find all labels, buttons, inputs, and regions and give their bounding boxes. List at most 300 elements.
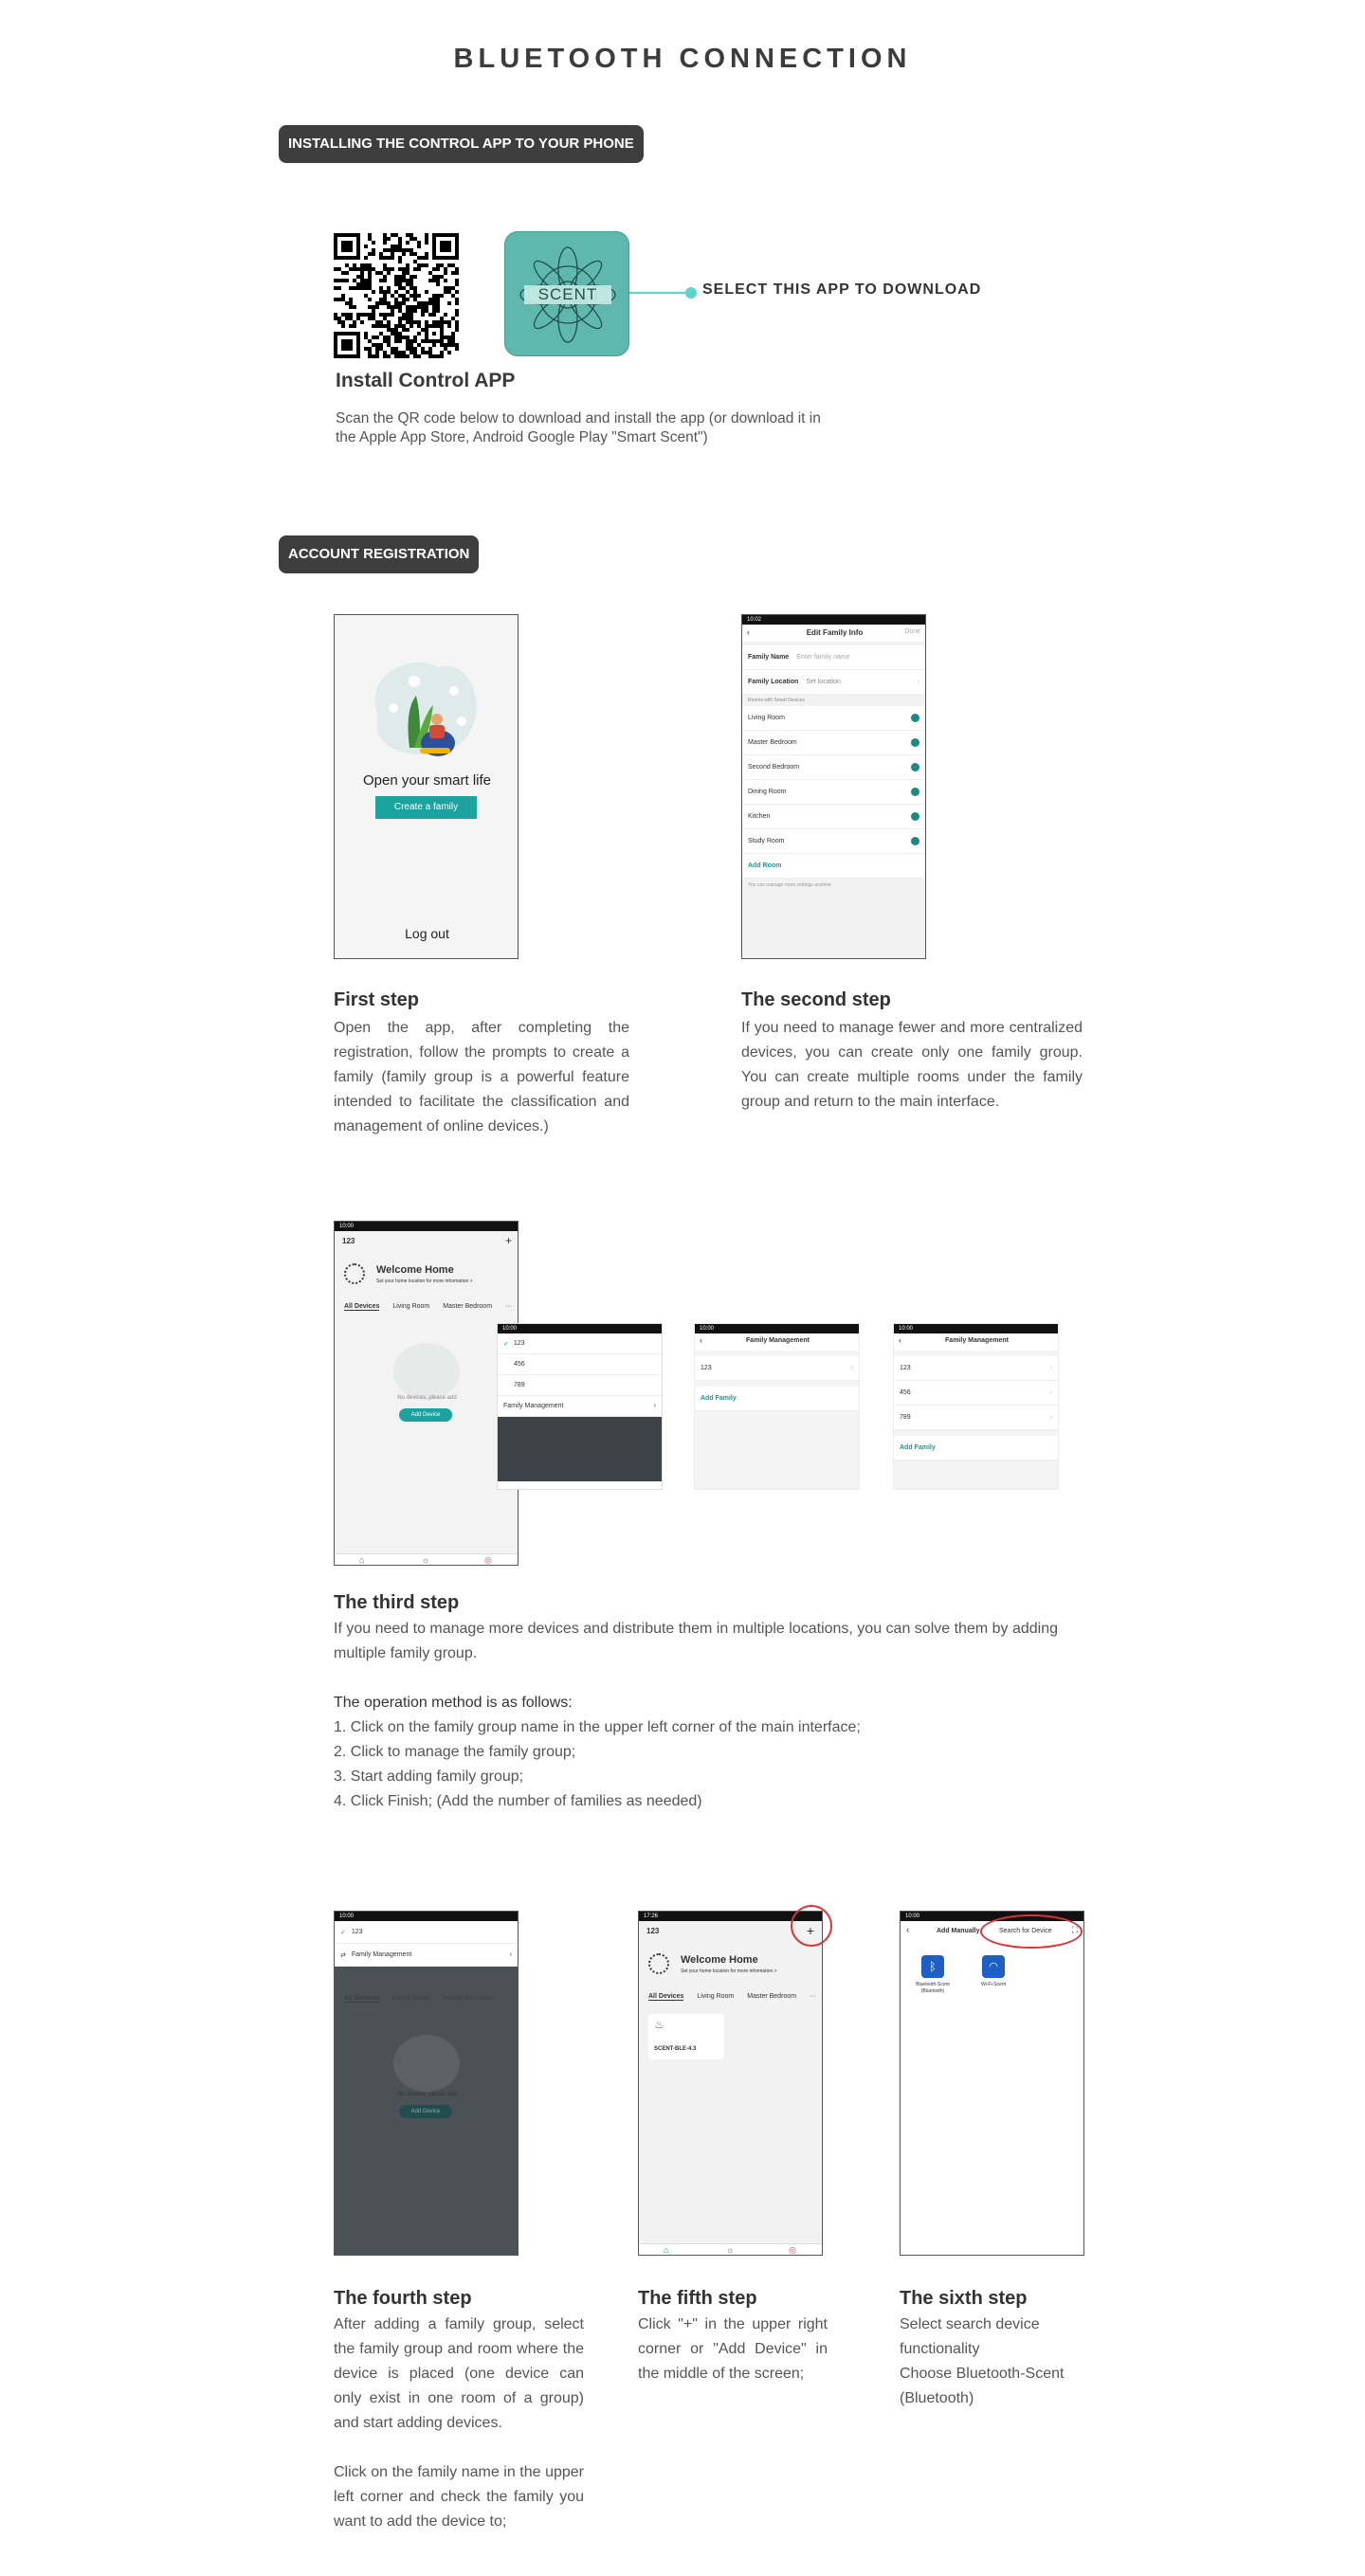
smart-life-illustration: [367, 653, 486, 767]
welcome-subtitle: Set your home location for more information >: [681, 1968, 777, 1974]
qr-module: [455, 298, 459, 301]
qr-module: [349, 317, 353, 320]
qr-module: [398, 301, 402, 305]
family-option[interactable]: [498, 1375, 662, 1396]
screenshot-edit-family-info: [741, 614, 926, 959]
qr-module: [398, 317, 402, 320]
family-option[interactable]: 123: [351, 1929, 363, 1935]
room-check-icon[interactable]: [911, 738, 919, 747]
qr-module: [440, 351, 444, 354]
qr-module: [398, 275, 402, 279]
qr-module: [406, 263, 410, 267]
plus-icon[interactable]: +: [504, 1234, 512, 1247]
qr-module: [406, 298, 410, 301]
qr-module: [349, 301, 353, 305]
qr-module: [421, 347, 425, 351]
wifi-device-label: Wi-Fi-Scent: [980, 1982, 1007, 1987]
family-row[interactable]: [894, 1381, 1058, 1406]
qr-module: [368, 286, 372, 290]
qr-module: [383, 248, 387, 252]
room-name: Master Bedroom: [748, 739, 797, 746]
home-icon[interactable]: ⌂: [664, 2245, 669, 2255]
qr-module: [444, 336, 447, 339]
qr-module: [394, 324, 398, 328]
qr-module: [410, 248, 413, 252]
section-label-registration: ACCOUNT REGISTRATION: [279, 535, 479, 573]
qr-module: [421, 309, 425, 313]
qr-module: [368, 317, 372, 320]
qr-module: [394, 351, 398, 354]
qr-module: [428, 351, 432, 354]
qr-module: [402, 354, 406, 358]
qr-module: [410, 252, 413, 256]
qr-module: [406, 267, 410, 271]
status-bar: 10:00: [695, 1324, 859, 1333]
qr-module: [417, 301, 421, 305]
step5-heading: The fifth step: [638, 2288, 757, 2309]
qr-module: [451, 336, 455, 339]
chevron-right-icon: ›: [1049, 1389, 1052, 1396]
qr-module: [428, 347, 432, 351]
check-icon: ✓: [340, 1929, 346, 1936]
empty-illustration: [393, 1343, 460, 1400]
qr-module: [417, 267, 421, 271]
qr-module: [387, 313, 391, 317]
qr-module: [425, 233, 428, 237]
qr-module: [372, 248, 375, 252]
room-tab[interactable]: Master Bedroom: [443, 1995, 493, 2002]
add-device-button[interactable]: Add Device: [399, 2105, 452, 2118]
family-row[interactable]: [894, 1406, 1058, 1430]
welcome-title: Welcome Home: [681, 1954, 758, 1966]
qr-module: [353, 286, 356, 290]
step3-body: If you need to manage more devices and distribute them in multiple locations, you can solve them by adding multiple family group.: [334, 1621, 1058, 1661]
qr-module: [341, 324, 345, 328]
qr-module: [375, 305, 379, 309]
diffuser-icon: ♨: [654, 2018, 664, 2031]
no-devices-text: No devices, please add: [397, 2092, 457, 2097]
qr-module: [368, 298, 372, 301]
qr-module: [432, 309, 436, 313]
qr-module: [387, 328, 391, 332]
family-option[interactable]: [498, 1333, 662, 1354]
room-row[interactable]: [742, 731, 925, 755]
qr-module: [402, 336, 406, 339]
install-description: Scan the QR code below to download and install the app (or download it in the Apple App Store, Android Google Play "Smart Scent"): [336, 410, 821, 445]
qr-module: [402, 317, 406, 320]
qr-module: [368, 305, 372, 309]
room-tab[interactable]: ···: [810, 1993, 817, 2000]
qr-module: [364, 347, 368, 351]
qr-module: [368, 237, 372, 241]
room-tab[interactable]: ···: [505, 1303, 513, 1310]
qr-module: [410, 305, 413, 309]
room-row[interactable]: [742, 805, 925, 829]
qr-module: [421, 301, 425, 305]
qr-module: [436, 279, 440, 282]
qr-module: [345, 301, 349, 305]
qr-module: [398, 279, 402, 282]
family-list: [695, 1356, 859, 1381]
back-icon[interactable]: ‹: [906, 1925, 910, 1935]
step6-body2: Choose Bluetooth-Scent (Bluetooth): [900, 2366, 1065, 2406]
back-icon[interactable]: ‹: [747, 627, 750, 637]
qr-module: [421, 313, 425, 317]
qr-module: [379, 347, 383, 351]
method-step: 3. Start adding family group;: [334, 1769, 524, 1785]
qr-module: [383, 339, 387, 343]
qr-module: [432, 320, 436, 324]
room-check-icon[interactable]: [911, 763, 919, 771]
wifi-icon[interactable]: ◠: [982, 1955, 1005, 1978]
qr-module: [368, 275, 372, 279]
qr-module: [372, 317, 375, 320]
room-row[interactable]: [742, 780, 925, 805]
family-row[interactable]: [695, 1356, 859, 1381]
add-family-link[interactable]: Add Family: [894, 1436, 1058, 1460]
bottom-nav: [639, 2243, 823, 2255]
qr-module: [368, 267, 372, 271]
family-location-value[interactable]: Set location: [806, 679, 841, 685]
qr-module: [372, 354, 375, 358]
qr-module: [368, 263, 372, 267]
qr-module: [417, 294, 421, 298]
room-tab[interactable]: All Devices: [344, 1303, 380, 1310]
qr-module: [383, 354, 387, 358]
qr-module: [383, 267, 387, 271]
qr-module: [398, 248, 402, 252]
scan-icon[interactable]: ⛶: [1071, 1925, 1078, 1934]
room-tab[interactable]: Master Bedroom: [747, 1993, 797, 2000]
qr-module: [432, 275, 436, 279]
qr-module: [364, 286, 368, 290]
qr-module: [368, 339, 372, 343]
qr-module: [349, 286, 353, 290]
qr-module: [368, 354, 372, 358]
qr-module: [444, 320, 447, 324]
qr-module: [425, 256, 428, 260]
qr-module: [353, 267, 356, 271]
qr-module: [421, 305, 425, 309]
qr-module: [394, 328, 398, 332]
qr-module: [455, 279, 459, 282]
family-name-input[interactable]: Enter family name: [796, 654, 850, 661]
screenshot-family-management-single: [694, 1323, 860, 1490]
add-device-button[interactable]: Add Device: [399, 1408, 452, 1422]
qr-module: [413, 290, 417, 294]
qr-module: [455, 320, 459, 324]
qr-module: [425, 301, 428, 305]
profile-icon[interactable]: ◎: [484, 1555, 492, 1565]
qr-module: [387, 343, 391, 347]
qr-module: [368, 347, 372, 351]
qr-module: [353, 320, 356, 324]
family-row[interactable]: [894, 1356, 1058, 1381]
tab-search-device[interactable]: Search for Device: [999, 1928, 1052, 1934]
qr-module: [413, 354, 417, 358]
qr-module: [353, 263, 356, 267]
qr-module: [372, 290, 375, 294]
scene-icon[interactable]: ☼: [422, 1555, 430, 1565]
create-family-button[interactable]: Create a family: [375, 796, 477, 819]
qr-module: [391, 256, 394, 260]
qr-module: [444, 347, 447, 351]
qr-module: [387, 339, 391, 343]
qr-module: [383, 298, 387, 301]
screenshot-family-management-multi: [893, 1323, 1059, 1490]
qr-module: [432, 343, 436, 347]
family-option[interactable]: [498, 1354, 662, 1375]
qr-module: [398, 267, 402, 271]
family-name: 456: [900, 1389, 911, 1396]
qr-module: [368, 252, 372, 256]
qr-module: [364, 313, 368, 317]
room-check-icon[interactable]: [911, 788, 919, 796]
qr-module: [406, 248, 410, 252]
highlight-circle-plus: [791, 1905, 832, 1947]
qr-module: [406, 282, 410, 286]
room-tab[interactable]: Master Bedroom: [443, 1303, 493, 1310]
qr-module: [398, 294, 402, 298]
plus-icon[interactable]: +: [806, 1923, 814, 1938]
qr-module: [394, 233, 398, 237]
qr-module: [428, 271, 432, 275]
family-selector[interactable]: 123: [342, 1237, 355, 1245]
qr-module: [383, 263, 387, 267]
qr-module: [394, 301, 398, 305]
qr-module: [391, 248, 394, 252]
qr-module: [394, 282, 398, 286]
qr-module: [432, 298, 436, 301]
qr-module: [364, 336, 368, 339]
qr-code[interactable]: [334, 233, 459, 358]
qr-module: [455, 324, 459, 328]
qr-module: [432, 301, 436, 305]
room-tabs: [648, 1993, 816, 2001]
qr-module: [394, 279, 398, 282]
qr-module: [413, 294, 417, 298]
qr-module: [406, 313, 410, 317]
qr-module: [337, 286, 341, 290]
qr-module: [402, 271, 406, 275]
screenshot-welcome-home: [334, 1221, 519, 1566]
chevron-right-icon: ›: [850, 1365, 853, 1371]
qr-module: [417, 256, 421, 260]
qr-module: [394, 248, 398, 252]
qr-module: [421, 339, 425, 343]
qr-module: [383, 324, 387, 328]
qr-module: [391, 309, 394, 313]
qr-module: [425, 351, 428, 354]
qr-module: [402, 275, 406, 279]
add-family-link[interactable]: Add Family: [695, 1387, 859, 1411]
back-icon[interactable]: ‹: [899, 1335, 901, 1345]
screenshot-welcome-home-device: [638, 1911, 823, 2256]
room-row[interactable]: [742, 706, 925, 731]
qr-module: [455, 267, 459, 271]
qr-module: [417, 343, 421, 347]
qr-module: [391, 332, 394, 336]
room-tabs: [344, 1303, 512, 1311]
add-room-link[interactable]: Add Room: [742, 854, 925, 879]
qr-module: [391, 305, 394, 309]
qr-module: [398, 354, 402, 358]
back-icon[interactable]: ‹: [700, 1335, 702, 1345]
room-tab[interactable]: Living Room: [392, 1303, 430, 1310]
qr-module: [455, 282, 459, 286]
family-selector[interactable]: 123: [646, 1927, 660, 1935]
family-option-label: 789: [514, 1382, 525, 1388]
room-name: Study Room: [748, 838, 785, 844]
qr-module: [410, 317, 413, 320]
family-name-label: Family Name: [748, 654, 790, 661]
family-name: 789: [900, 1414, 911, 1421]
qr-module: [447, 263, 451, 267]
status-bar: 10:00: [894, 1324, 1058, 1333]
qr-module: [444, 343, 447, 347]
status-bar: 17:26: [639, 1912, 822, 1921]
step5-body: Click "+" in the upper right corner or "Add Device" in the middle of the screen;: [638, 2316, 828, 2382]
qr-module: [406, 347, 410, 351]
qr-module: [379, 286, 383, 290]
qr-module: [334, 286, 337, 290]
done-button[interactable]: Done: [904, 628, 920, 635]
qr-module: [341, 339, 353, 351]
qr-module: [364, 294, 368, 298]
qr-module: [410, 313, 413, 317]
room-tab[interactable]: ···: [505, 1995, 513, 2002]
qr-module: [413, 351, 417, 354]
qr-module: [379, 301, 383, 305]
room-tab[interactable]: Living Room: [392, 1995, 430, 2002]
room-check-icon[interactable]: [911, 714, 919, 722]
qr-module: [387, 256, 391, 260]
highlight-circle-search: [980, 1914, 1083, 1949]
qr-module: [398, 245, 402, 248]
qr-module: [375, 320, 379, 324]
qr-module: [451, 294, 455, 298]
qr-module: [391, 267, 394, 271]
qr-module: [353, 324, 356, 328]
qr-module: [428, 354, 432, 358]
qr-module: [379, 320, 383, 324]
device-name: SCENT-BLE-4.3: [654, 2046, 697, 2052]
qr-module: [372, 241, 375, 245]
qr-module: [360, 267, 364, 271]
qr-module: [406, 328, 410, 332]
scene-icon[interactable]: ☼: [726, 2245, 735, 2255]
room-tab[interactable]: Living Room: [697, 1993, 735, 2000]
qr-module: [440, 317, 444, 320]
bluetooth-icon[interactable]: ᛒ: [921, 1955, 944, 1978]
app-icon[interactable]: [504, 231, 629, 356]
logout-button[interactable]: Log out: [405, 926, 449, 941]
qr-module: [451, 271, 455, 275]
qr-module: [402, 267, 406, 271]
step4-heading: The fourth step: [334, 2288, 472, 2309]
qr-module: [447, 301, 451, 305]
qr-module: [444, 313, 447, 317]
qr-module: [394, 245, 398, 248]
bluetooth-device-label: Bluetooth-Scent (Bluetooth): [916, 1982, 950, 1994]
qr-module: [455, 271, 459, 275]
room-check-icon[interactable]: [911, 837, 919, 845]
qr-module: [455, 309, 459, 313]
room-name: Kitchen: [748, 813, 771, 820]
room-name: Living Room: [748, 715, 785, 721]
step2-heading: The second step: [741, 989, 891, 1010]
qr-module: [413, 347, 417, 351]
qr-module: [364, 263, 368, 267]
qr-module: [364, 282, 368, 286]
qr-module: [421, 328, 425, 332]
qr-module: [349, 298, 353, 301]
home-icon[interactable]: ⌂: [359, 1555, 365, 1565]
qr-code-image: [334, 233, 459, 358]
qr-module: [417, 263, 421, 267]
qr-module: [444, 290, 447, 294]
screenshot-search-device: [900, 1911, 1084, 2256]
qr-module: [383, 290, 387, 294]
qr-module: [451, 343, 455, 347]
family-list: [894, 1356, 1058, 1430]
qr-module: [432, 354, 436, 358]
tab-add-manually[interactable]: Add Manually: [937, 1928, 980, 1934]
qr-module: [394, 347, 398, 351]
qr-module: [406, 320, 410, 324]
qr-module: [379, 343, 383, 347]
qr-module: [410, 324, 413, 328]
qr-module: [447, 336, 451, 339]
room-row[interactable]: [742, 755, 925, 780]
qr-module: [410, 286, 413, 290]
room-tab[interactable]: All Devices: [344, 1995, 380, 2002]
qr-module: [455, 347, 459, 351]
qr-module: [447, 339, 451, 343]
qr-module: [383, 313, 387, 317]
profile-icon[interactable]: ◎: [789, 2245, 796, 2255]
qr-module: [436, 301, 440, 305]
family-name: 123: [701, 1365, 712, 1371]
qr-module: [387, 354, 391, 358]
room-tab[interactable]: All Devices: [648, 1993, 684, 2000]
qr-module: [394, 354, 398, 358]
qr-module: [432, 332, 436, 336]
room-row[interactable]: [742, 829, 925, 854]
qr-module: [447, 343, 451, 347]
qr-module: [406, 271, 410, 275]
qr-module: [402, 294, 406, 298]
sun-icon: [344, 1263, 365, 1284]
open-smart-life-headline: Open your smart life: [362, 772, 492, 789]
qr-module: [428, 279, 432, 282]
qr-module: [387, 305, 391, 309]
qr-module: [425, 263, 428, 267]
device-card[interactable]: [648, 2014, 724, 2059]
qr-module: [406, 339, 410, 343]
family-option-label: 123: [513, 1340, 525, 1347]
family-management-link[interactable]: Family Management: [351, 1951, 412, 1958]
qr-module: [375, 354, 379, 358]
room-check-icon[interactable]: [911, 812, 919, 821]
step4-body: After adding a family group, select the family group and room where the device is placed (one device can only exist in one room of a group) and start adding devices.: [334, 2316, 584, 2431]
qr-module: [337, 320, 341, 324]
qr-module: [375, 324, 379, 328]
family-management-link[interactable]: Family Management: [503, 1403, 564, 1409]
qr-module: [379, 298, 383, 301]
qr-module: [372, 267, 375, 271]
qr-module: [425, 241, 428, 245]
